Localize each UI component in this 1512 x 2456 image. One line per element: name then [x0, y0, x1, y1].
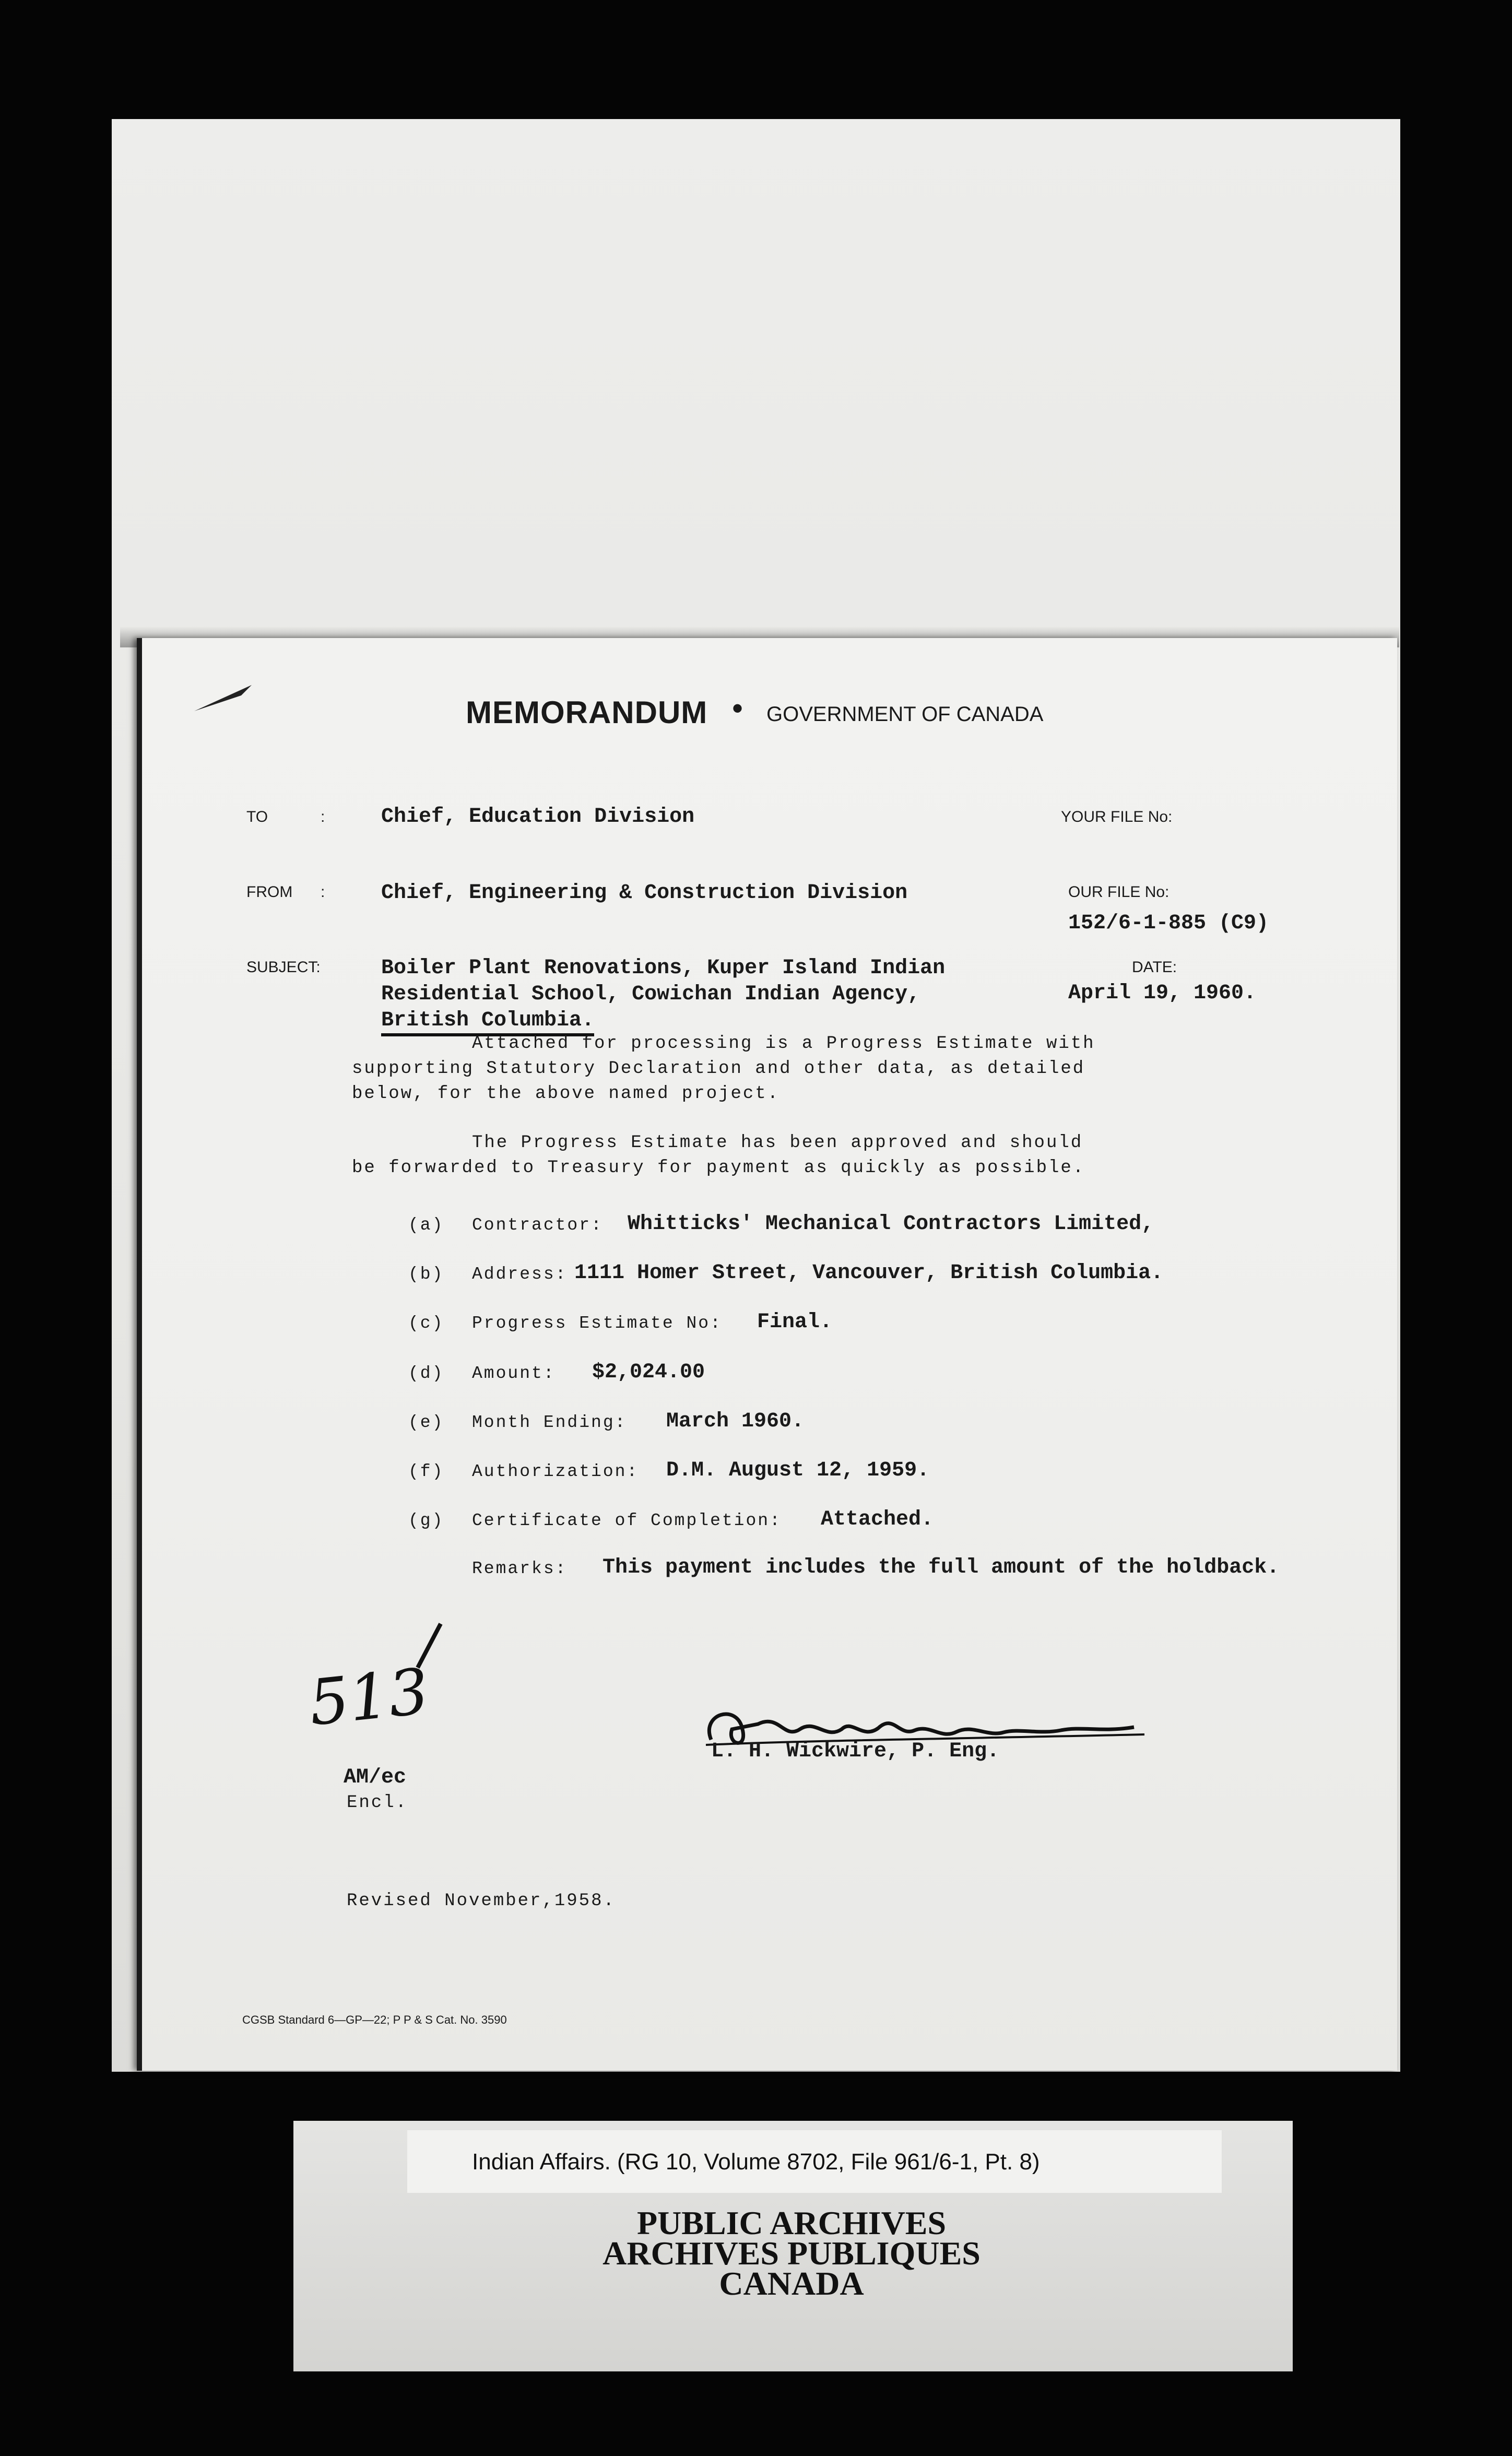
typist-initials: AM/ec [344, 1766, 407, 1789]
body-paragraph-line: below, for the above named project. [352, 1084, 780, 1104]
signer-name: L. H. Wickwire, P. Eng. [711, 1740, 1000, 1763]
form-footer: CGSB Standard 6—GP—22; P P & S Cat. No. 3590 [242, 2013, 507, 2026]
from-value: Chief, Engineering & Construction Division [381, 881, 908, 905]
subject-line: British Columbia. [381, 1009, 594, 1036]
our-file-label: OUR FILE No: [1068, 883, 1170, 901]
item-letter: (c) [408, 1314, 444, 1333]
item-letter: (d) [408, 1364, 444, 1383]
memorandum-title: MEMORANDUM [466, 695, 708, 730]
remarks-label: Remarks: [472, 1559, 568, 1578]
from-label: FROM [246, 883, 293, 901]
body-paragraph-line: be forwarded to Treasury for payment as quickly as possible. [352, 1158, 1085, 1178]
body-paragraph-line: supporting Statutory Declaration and other data, as detailed [352, 1059, 1085, 1079]
body-paragraph-line: The Progress Estimate has been approved and should [472, 1133, 1083, 1153]
header-bullet: • [732, 691, 743, 726]
archive-reference: Indian Affairs. (RG 10, Volume 8702, File 961/6-1, Pt. 8) [472, 2149, 1040, 2175]
to-colon: : [321, 808, 325, 825]
item-letter: (g) [408, 1511, 444, 1530]
pencil-mark-icon [189, 680, 262, 722]
enclosure-label: Encl. [347, 1793, 408, 1813]
date-label: DATE: [1132, 959, 1177, 976]
your-file-label: YOUR FILE No: [1061, 808, 1173, 825]
archives-line-3: CANADA [719, 2265, 864, 2302]
our-file-value: 152/6-1-885 (C9) [1068, 912, 1269, 935]
item-value: Final. [757, 1310, 833, 1334]
government-of-canada: GOVERNMENT OF CANADA [766, 703, 1044, 726]
revised-date: Revised November,1958. [347, 1891, 616, 1911]
subject-line: Residential School, Cowichan Indian Agency, [381, 983, 920, 1006]
to-label: TO [246, 808, 268, 825]
from-colon: : [321, 883, 325, 901]
item-label: Contractor: [472, 1215, 603, 1235]
item-label: Authorization: [472, 1462, 639, 1481]
item-label: Address: [472, 1265, 568, 1284]
item-value: Whitticks' Mechanical Contractors Limited, [628, 1212, 1154, 1236]
item-value: Attached. [821, 1508, 934, 1531]
item-label: Progress Estimate No: [472, 1314, 722, 1333]
item-label: Certificate of Completion: [472, 1511, 782, 1530]
remarks-value: This payment includes the full amount of the holdback. [603, 1556, 1280, 1579]
item-value: 1111 Homer Street, Vancouver, British Columbia. [574, 1261, 1164, 1285]
item-value: March 1960. [666, 1410, 805, 1433]
archives-line-2: ARCHIVES PUBLIQUES [603, 2235, 981, 2272]
item-letter: (b) [408, 1265, 444, 1284]
item-letter: (e) [408, 1413, 444, 1432]
item-label: Amount: [472, 1364, 556, 1383]
item-label: Month Ending: [472, 1413, 627, 1432]
item-letter: (a) [408, 1215, 444, 1235]
subject-line: Boiler Plant Renovations, Kuper Island Indian [381, 957, 946, 980]
item-value: D.M. August 12, 1959. [666, 1459, 930, 1482]
item-value: $2,024.00 [592, 1361, 705, 1384]
to-value: Chief, Education Division [381, 805, 695, 829]
body-paragraph-line: Attached for processing is a Progress Estimate with [472, 1034, 1095, 1054]
item-letter: (f) [408, 1462, 444, 1481]
date-value: April 19, 1960. [1068, 982, 1257, 1005]
pen-stroke-icon [414, 1620, 445, 1672]
subject-label: SUBJECT: [246, 959, 321, 976]
handwritten-number: 513 [305, 1655, 432, 1740]
archives-line-1: PUBLIC ARCHIVES [636, 2204, 947, 2241]
memorandum-sheet [137, 638, 1397, 2071]
